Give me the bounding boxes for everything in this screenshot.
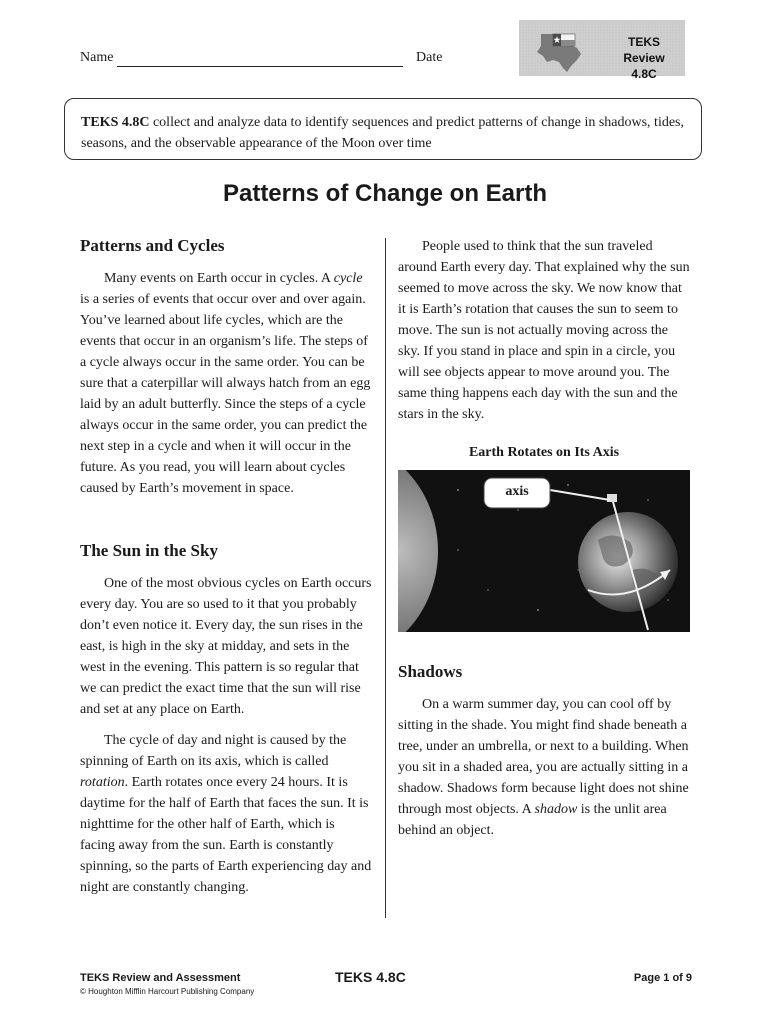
paragraph-cycles: Many events on Earth occur in cycles. A cycle is a series of events that occur over and over again. You’ve learned about life cycles, which are the events that occur in an organism’s life. The steps of a cycle always occur in the same order. You can be sure that a caterpillar will always hatch from an egg laid by an adult butterfly. Since the steps of a cycle always occur in the same order, you can predict the next step in a cycle and when it will occur in the future. As you read, you will learn about cycles caused by Earth’s movement in space. bbox=[80, 271, 371, 496]
standard-text: collect and analyze data to identify sequences and predict patterns of change in shadows, tides, seasons, and the observable appearance of the Moon over time bbox=[81, 115, 684, 151]
date-field[interactable] bbox=[416, 50, 449, 66]
heading-sun-in-sky: The Sun in the Sky bbox=[80, 541, 218, 560]
axis-label: axis bbox=[505, 484, 529, 499]
footer-title: TEKS Review and Assessment bbox=[80, 972, 241, 984]
left-section-2 bbox=[80, 573, 372, 898]
paragraph-rotation: The cycle of day and night is caused by the spinning of Earth on its axis, which is called rotation. Earth rotates once every 24 hours. It is daytime for the half of Earth that faces the sun. It is nighttime for the other half of Earth, which is facing away from the sun. Earth is constantly spinning, so the parts of Earth experiencing day and night are constantly changing. bbox=[80, 733, 372, 895]
left-section-1 bbox=[80, 268, 372, 499]
page-title: Patterns of Change on Earth bbox=[222, 180, 548, 207]
teks-review-badge bbox=[519, 20, 685, 81]
footer-page-number: Page 1 of 9 bbox=[633, 972, 692, 984]
paragraph-shadows: On a warm summer day, you can cool off by sitting in the shade. You might find shade beneath a tree, under an umbrella, or next to a building. When you sit in a shaded area, you are actually sitting in a shadow. Shadows form because light does not shine through most objects. A shadow is the unlit area behind an object. bbox=[398, 697, 689, 838]
footer-copyright: © Houghton Mifflin Harcourt Publishing Company bbox=[80, 987, 255, 996]
name-field[interactable] bbox=[80, 50, 403, 67]
standard-box bbox=[64, 98, 702, 160]
footer-code: TEKS 4.8C bbox=[335, 969, 406, 985]
heading-patterns-and-cycles: Patterns and Cycles bbox=[80, 236, 225, 255]
paragraph-sun-travel: People used to think that the sun traveled around Earth every day. That explained why the sun seemed to move across the sky. We now know that it is Earth’s rotation that causes the sun to seem to move. The sun is not actually moving across the sky. If you stand in place and spin in a circle, you will see objects appear to move around you. The same thing happens each day with the sun and the stars in the sky. bbox=[398, 239, 690, 422]
badge-code: 4.8C bbox=[631, 67, 657, 81]
earth-rotation-figure bbox=[398, 470, 690, 632]
heading-shadows: Shadows bbox=[398, 662, 463, 681]
right-section-1 bbox=[398, 236, 690, 425]
term-cycle: cycle bbox=[333, 271, 363, 286]
name-label: Name bbox=[80, 50, 114, 65]
date-blank[interactable] bbox=[446, 50, 450, 65]
earth-globe bbox=[578, 512, 678, 612]
term-shadow: shadow bbox=[534, 802, 578, 817]
badge-title: TEKS Review bbox=[623, 35, 665, 65]
date-label: Date bbox=[416, 50, 443, 65]
figure-caption: Earth Rotates on Its Axis bbox=[468, 445, 620, 460]
term-rotation: rotation bbox=[80, 775, 125, 790]
paragraph-sun-cycle: One of the most obvious cycles on Earth occurs every day. You are so used to it that you probably don’t even notice it. Every day, the sun rises in the east, is high in the sky at midday, and sets in the west in the evening. This pattern is so regular that we can predict the exact time that the sun will rise and set at any place on Earth. bbox=[80, 576, 372, 717]
standard-code: TEKS 4.8C bbox=[81, 115, 150, 130]
right-section-2 bbox=[398, 694, 690, 841]
name-blank[interactable] bbox=[117, 50, 403, 67]
column-divider bbox=[385, 238, 386, 918]
